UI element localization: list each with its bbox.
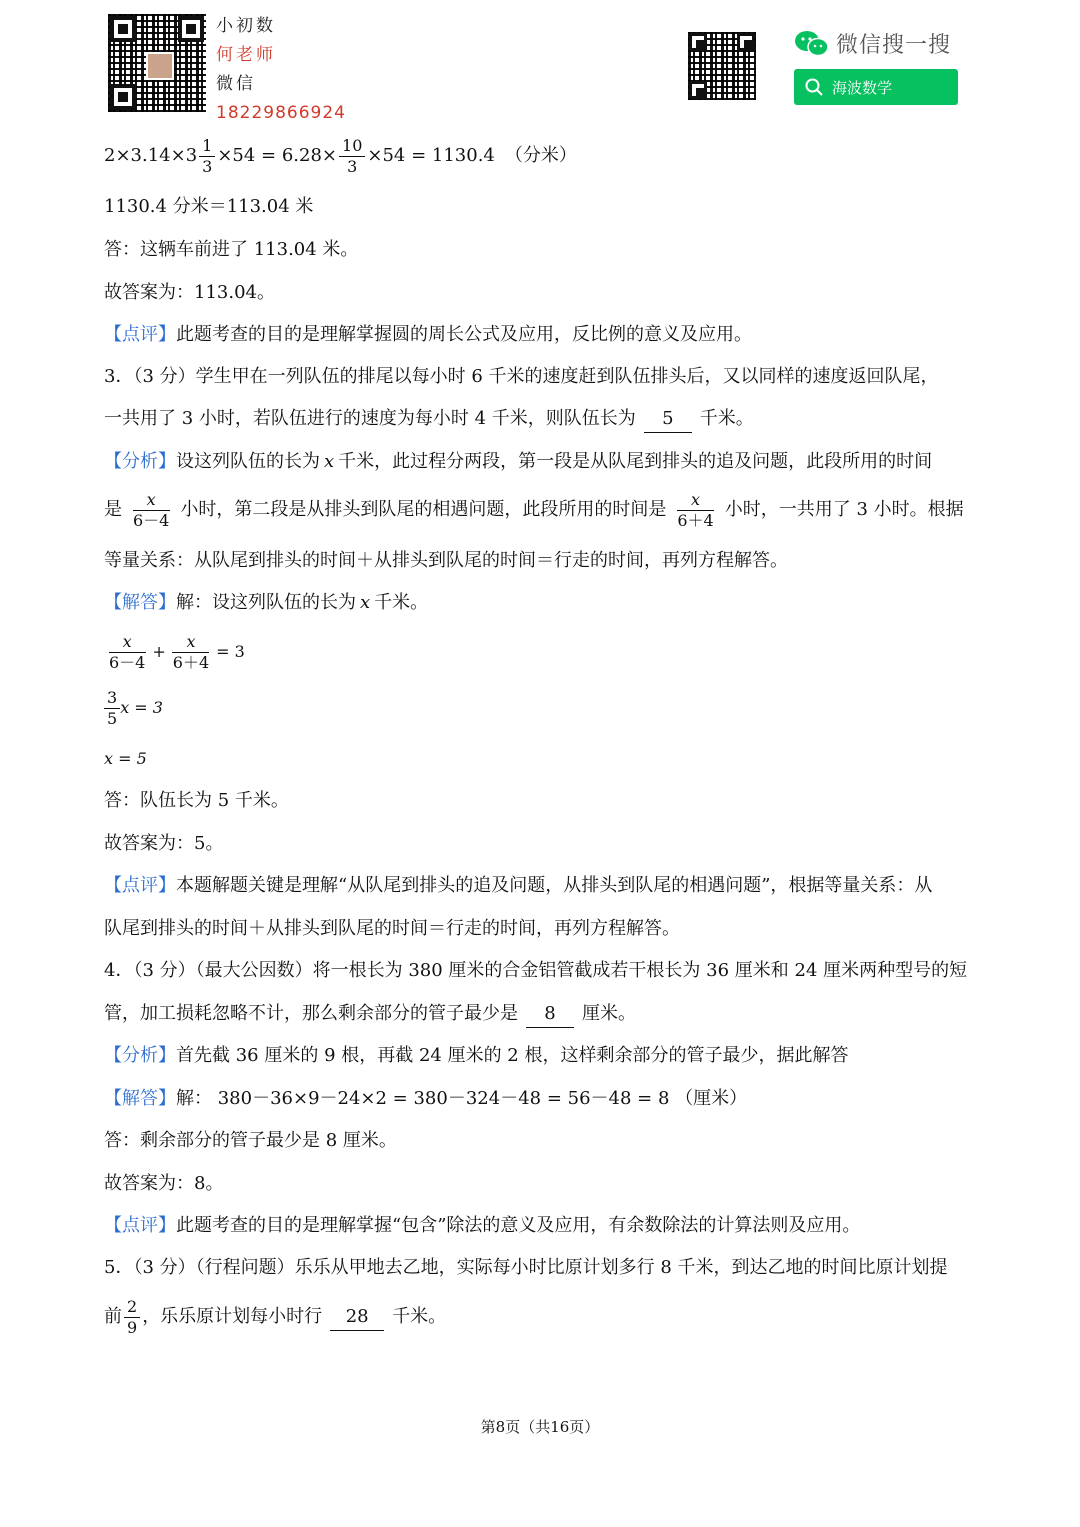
answer-line: 答：这辆车前进了 113.04 米。 [104,239,359,260]
calc-line: 2×3.14×3 $\frac{1}{3}$ ×54 = 6.28× $\frac{10}{3}$ ×54 = 1130.4 （分米） [104,135,577,176]
question-4-answer: 答：剩余部分的管子最少是 8 厘米。 [104,1130,397,1151]
wechat-search-label: 微信搜一搜 [836,33,952,58]
question-4-line-1: 4．（3 分）（最大公因数）将一根长为 380 厘米的合金铝管截成若干根长为 36 厘米和 24 厘米两种型号的短 [104,960,968,981]
contact-line-2: 何老师 [216,45,276,65]
solution-tag: 【解答】 [104,1088,176,1109]
question-4-analysis: 【分析】首先截 36 厘米的 9 根，再截 24 厘米的 2 根，这样剩余部分的管子最少，据此解答 [104,1045,849,1066]
wechat-search-logo [794,28,951,59]
question-3-analysis-1: 【分析】设这列队伍的长为 x 千米，此过程分两段，第一段是从队尾到排头的追及问题，此段所用的时间 [104,451,933,472]
question-3-analysis-2: 是 $\frac{x}{6-4}$ 小时，第二段是从排头到队尾的相遇问题，此段所用的时间是 $\frac{x}{6+4}$ 小时，一共用了 3 小时。根据 [104,489,964,530]
final-answer-line: 故答案为：113.04。 [104,282,275,303]
analysis-tag: 【分析】 [104,1045,176,1066]
fraction: $\frac{x}{6+4}$ [172,632,210,672]
contact-line-3: 微信 [216,74,256,94]
question-4-solution: 【解答】解： 380－36×9－24×2 = 380－324－48 = 56－48 = 8 （厘米） [104,1088,748,1109]
equation-1: $\frac{x}{6-4}$ + $\frac{x}{6+4}$ = 3 [104,628,245,676]
contact-line-4: 18229866924 [216,103,346,123]
comment-tag: 【点评】 [104,324,176,345]
contact-handwriting [216,12,346,128]
comment-tag: 【点评】 [104,875,176,896]
answer-blank: 8 [526,1001,574,1028]
search-button-label: 海波数学 [832,78,893,97]
equation-3: x = 5 [104,749,147,768]
fraction: $\frac{1}{3}$ [199,136,215,177]
question-4-final: 故答案为：8。 [104,1173,224,1194]
wechat-search-button[interactable] [794,69,958,105]
question-3-solution-1: 【解答】解：设这列队伍的长为 x 千米。 [104,592,429,613]
equation-2: $\frac{3}{5}$ x = 3 [104,684,163,732]
question-5-line-1: 5．（3 分）（行程问题）乐乐从甲地去乙地，实际每小时比原计划多行 8 千米，到达乙地的时间比原计划提 [104,1257,948,1278]
fraction: $\frac{x}{6-4}$ [133,489,170,530]
question-3-answer: 答：队伍长为 5 千米。 [104,790,289,811]
wechat-icon [794,29,830,59]
avatar [146,52,174,80]
question-3-comment-2: 队尾到排头的时间＋从排头到队尾的时间＝行走的时间，再列方程解答。 [104,918,680,939]
analysis-tag: 【分析】 [104,451,176,472]
fraction: $\frac{x}{6-4}$ [109,632,146,672]
question-3-line-2: 一共用了 3 小时，若队伍进行的速度为每小时 4 千米，则队伍长为 5 千米。 [104,406,754,433]
fraction: $\frac{2}{9}$ [124,1297,140,1338]
question-5-line-2: 前 $\frac{2}{9}$ ，乐乐原计划每小时行 28 千米。 [104,1296,447,1337]
question-3-analysis-3: 等量关系：从队尾到排头的时间＋从排头到队尾的时间＝行走的时间，再列方程解答。 [104,550,788,571]
fraction: $\frac{x}{6+4}$ [677,489,714,530]
question-3-comment-1: 【点评】本题解题关键是理解“从队尾到排头的追及问题，从排头到队尾的相遇问题”，根据等量关系：从 [104,875,933,896]
fraction: $\frac{3}{5}$ [104,688,120,729]
answer-blank: 5 [644,406,692,433]
answer-blank: 28 [330,1304,384,1331]
comment-tag: 【点评】 [104,1215,176,1236]
comment-line: 【点评】此题考查的目的是理解掌握圆的周长公式及应用，反比例的意义及应用。 [104,324,752,345]
contact-line-1: 小初数 [216,16,276,36]
question-3-final: 故答案为：5。 [104,833,224,854]
question-4-line-2: 管，加工损耗忽略不计，那么剩余部分的管子最少是 8 厘米。 [104,1001,636,1028]
page-number: 第8页（共16页） [480,1418,600,1436]
question-3-line-1: 3．（3 分）学生甲在一列队伍的排尾以每小时 6 千米的速度赶到队伍排头后，又以同样的速度返回队尾， [104,366,939,387]
solution-tag: 【解答】 [104,592,176,613]
search-icon [804,77,824,97]
fraction: $\frac{10}{3}$ [339,136,365,177]
conversion-line: 1130.4 分米＝113.04 米 [104,196,314,217]
left-qr-code [108,14,206,112]
right-qr-code [688,32,756,100]
question-4-comment: 【点评】此题考查的目的是理解掌握“包含”除法的意义及应用，有余数除法的计算法则及应用。 [104,1215,861,1236]
